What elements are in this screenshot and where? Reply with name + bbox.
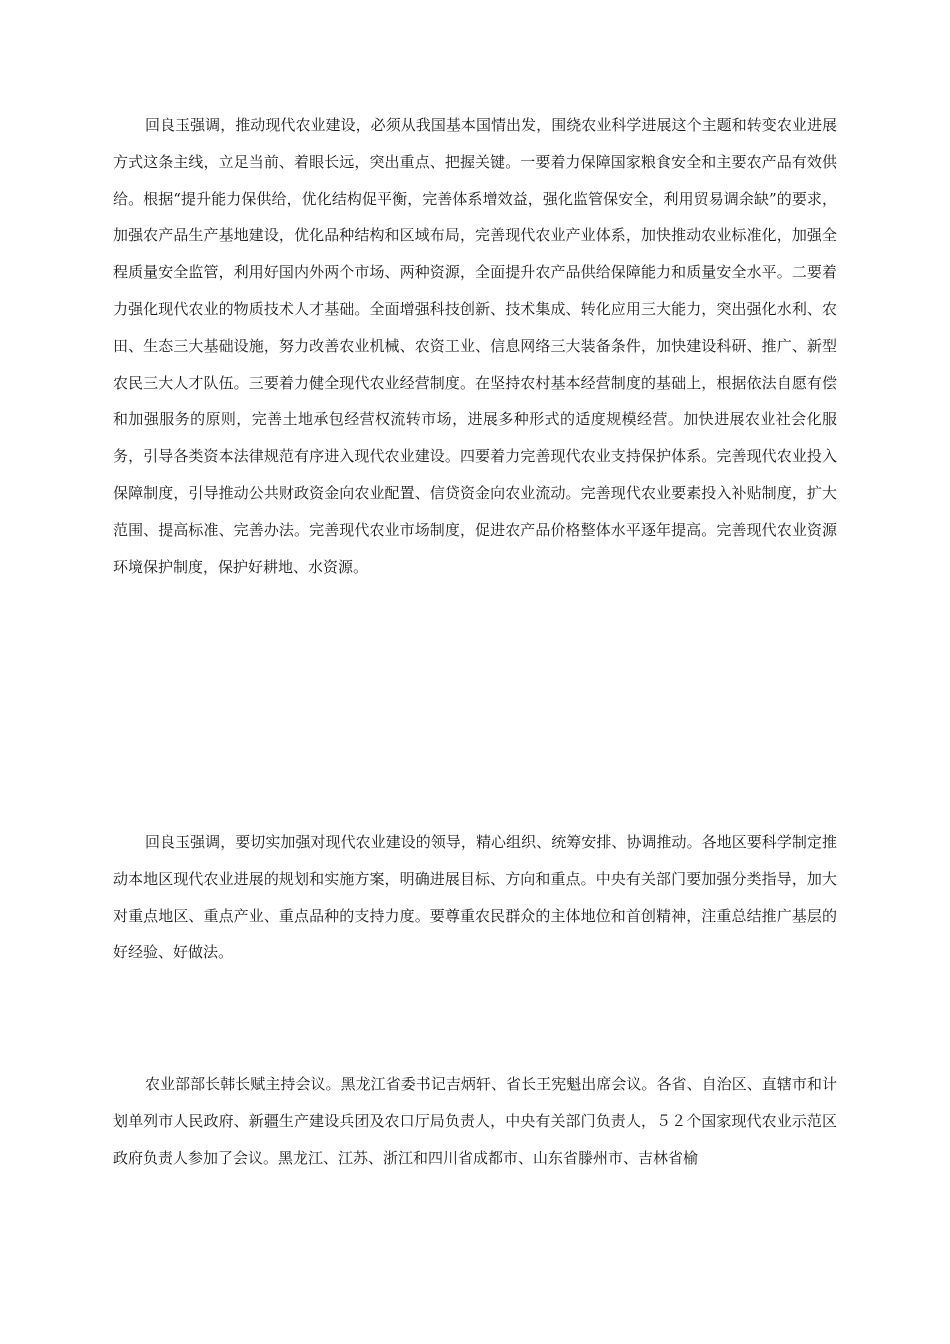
body-paragraph-1: 回良玉强调，推动现代农业建设，必须从我国基本国情出发，围绕农业科学进展这个主题和转变农业进展方式这条主线，立足当前、着眼长远，突出重点、把握关键。一要着力保障国家粮食安全和主要农产品有效供给。根据“提升能力保供给，优化结构促平衡，完善体系增效益，强化监管保安全，利用贸易调余缺”的要求，加强农产品生产基地建设，优化品种结构和区域布局，完善现代农业产业体系，加快推动农业标准化，加强全程质量安全监管，利用好国内外两个市场、两种资源，全面提升农产品供给保障能力和质量安全水平。二要着力强化现代农业的物质技术人才基础。全面增强科技创新、技术集成、转化应用三大能力，突出强化水利、农田、生态三大基础设施，努力改善农业机械、农资工业、信息网络三大装备条件，加快建设科研、推广、新型农民三大人才队伍。三要着力健全现代农业经营制度。在坚持农村基本经营制度的基础上，根据依法自愿有偿和加强服务的原则，完善土地承包经营权流转市场，进展多种形式的适度规模经营。加快进展农业社会化服务，引导各类资本法律规范有序进入现代农业建设。四要着力完善现代农业支持保护体系。完善现代农业投入保障制度，引导推动公共财政资金向农业配置、信贷资金向农业流动。完善现代农业要素投入补贴制度，扩大范围、提高标准、完善办法。完善现代农业市场制度，促进农产品价格整体水平逐年提高。完善现代农业资源环境保护制度，保护好耕地、水资源。 xyxy=(113,116,837,576)
body-paragraph-3: 农业部部长韩长赋主持会议。黑龙江省委书记吉炳轩、省长王宪魁出席会议。各省、自治区、直辖市和计划单列市人民政府、新疆生产建设兵团及农口厅局负责人，中央有关部门负责人，５２个国家现代农业示范区政府负责人参加了会议。黑龙江、江苏、浙江和四川省成都市、山东省滕州市、吉林省榆 xyxy=(113,1075,837,1167)
body-paragraph-2: 回良玉强调，要切实加强对现代农业建设的领导，精心组织、统筹安排、协调推动。各地区要科学制定推动本地区现代农业进展的规划和实施方案，明确进展目标、方向和重点。中央有关部门要加强分类指导，加大对重点地区、重点产业、重点品种的支持力度。要尊重农民群众的主体地位和首创精神，注重总结推广基层的好经验、好做法。 xyxy=(113,833,837,962)
